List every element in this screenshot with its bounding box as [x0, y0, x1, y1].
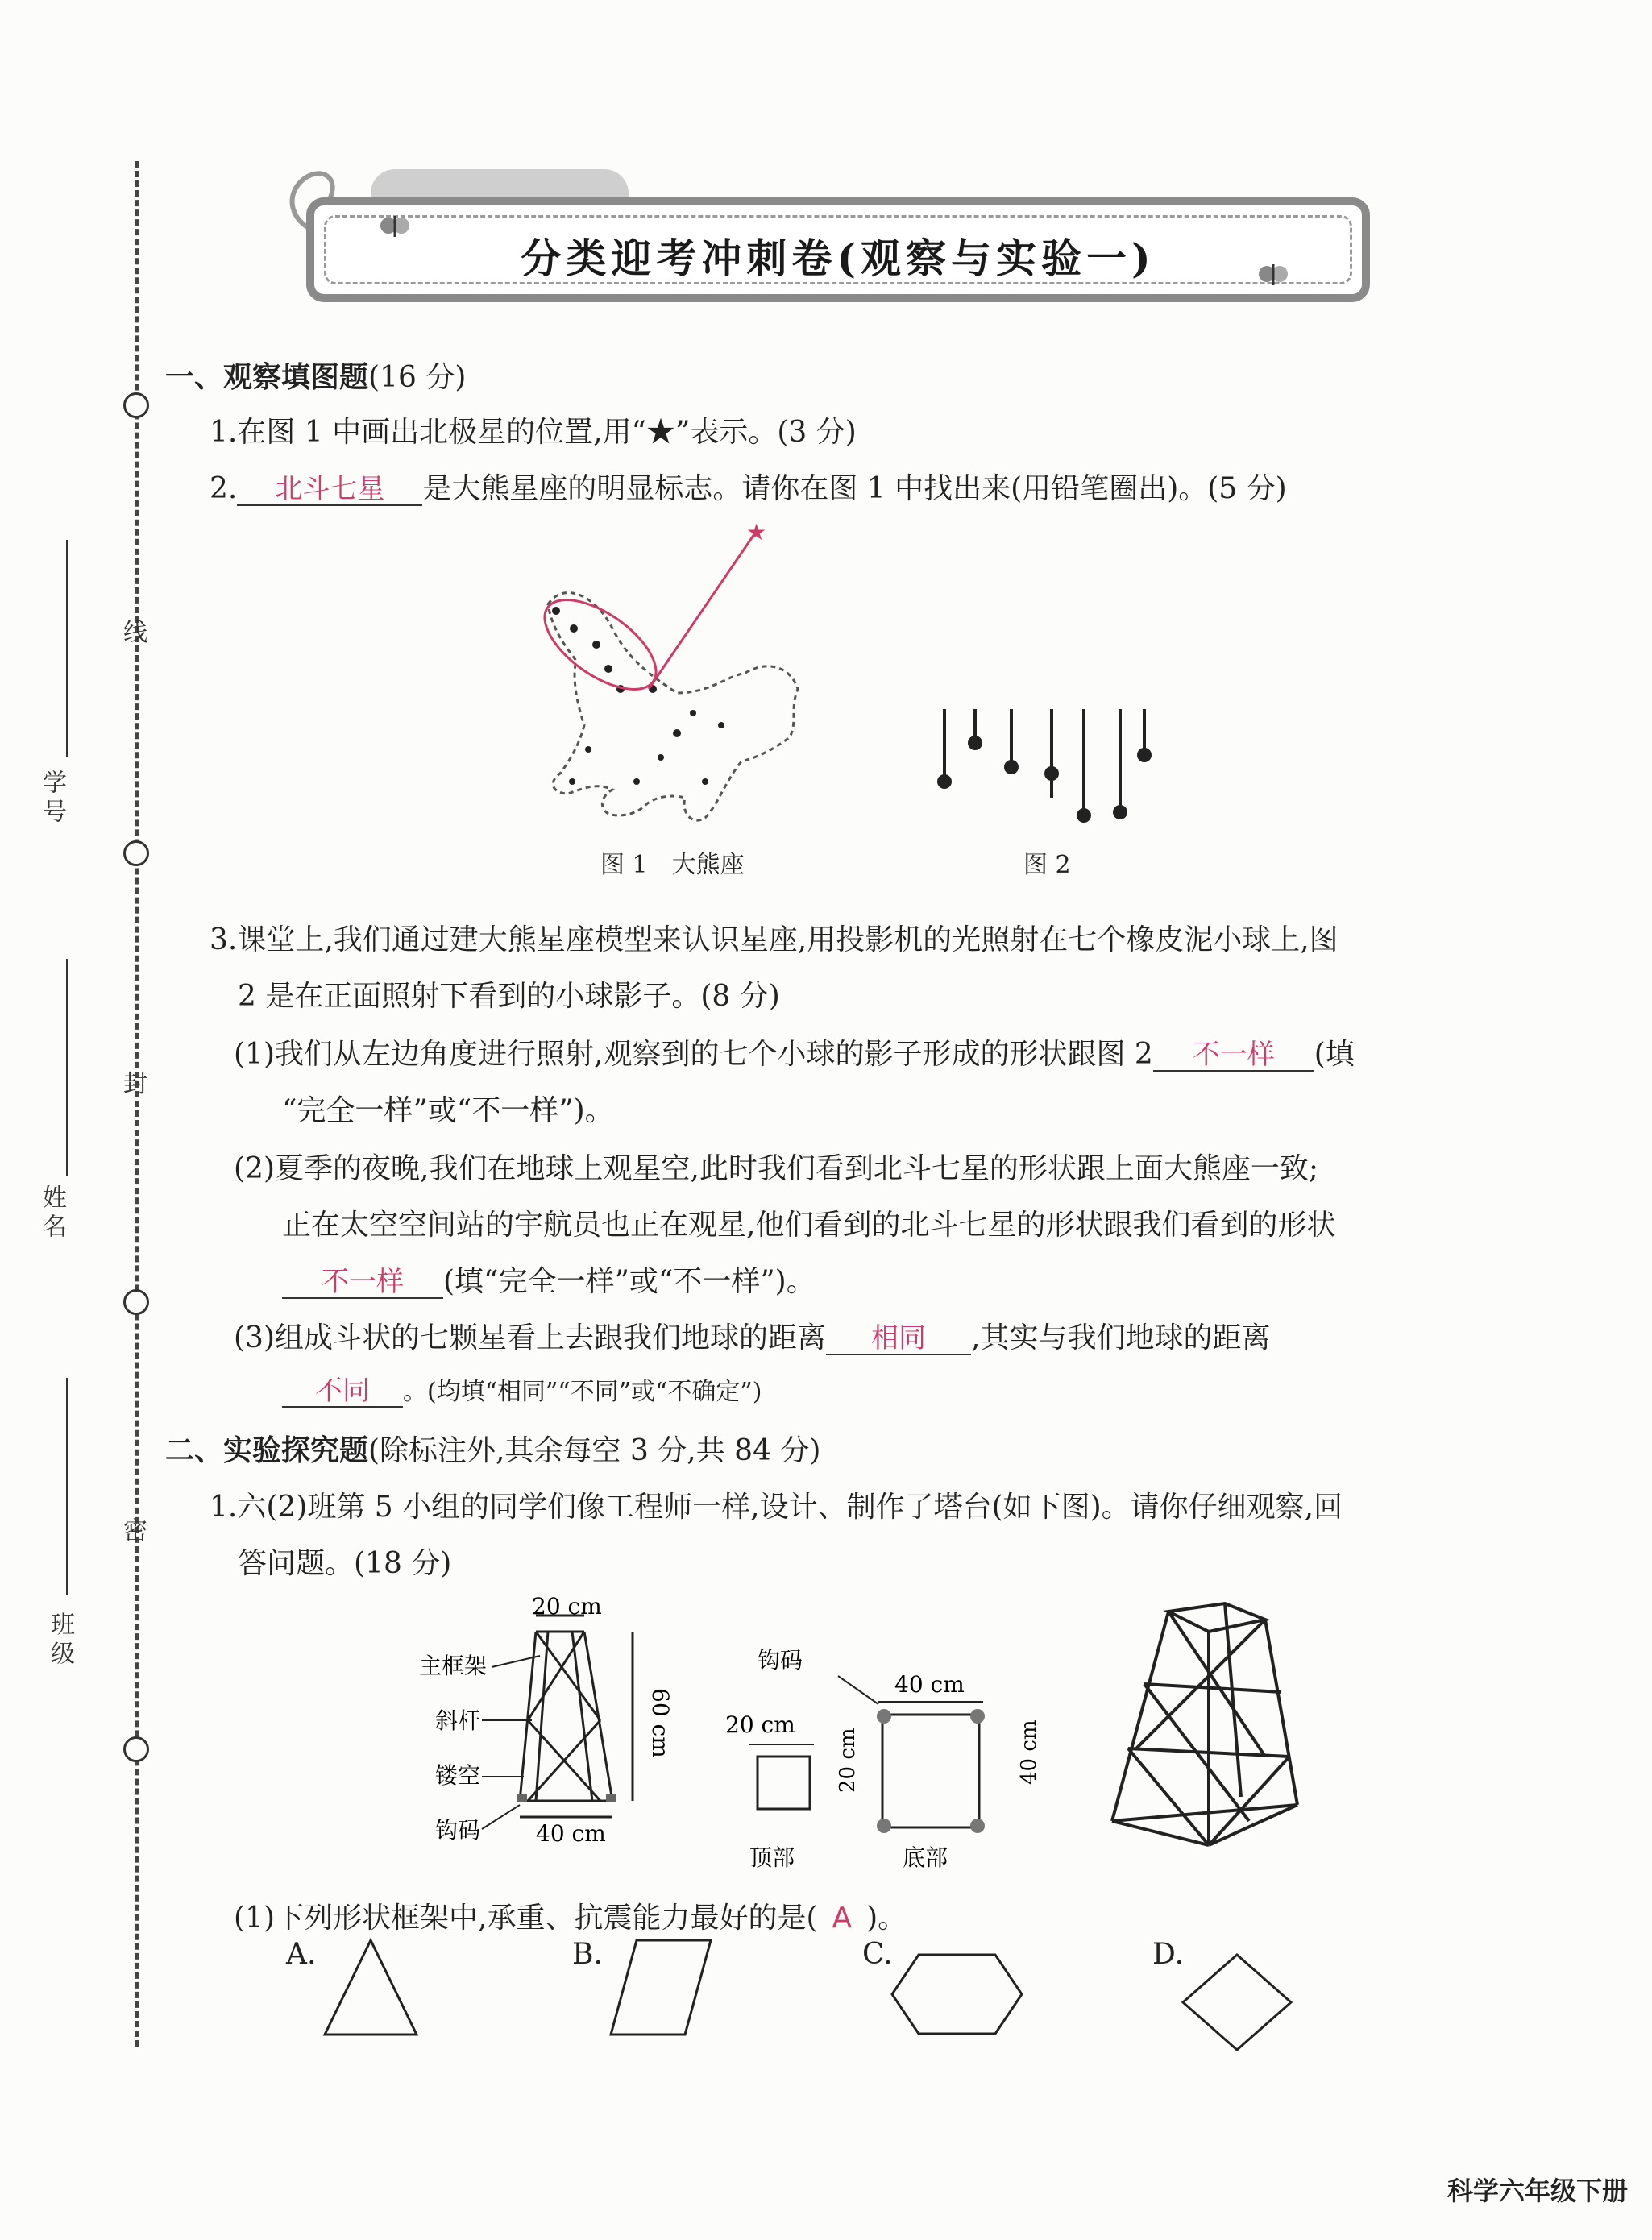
- title-banner: [306, 197, 1370, 302]
- class-line[interactable]: [66, 1378, 68, 1595]
- label-main-frame: 主框架: [419, 1653, 488, 1679]
- tower-3d-sketch: [1104, 1587, 1330, 1861]
- option-b-label[interactable]: B.: [572, 1938, 603, 1971]
- q2-answer-blank[interactable]: 北斗七星: [237, 475, 422, 506]
- s1-q3-2-line2: 正在太空空间站的宇航员也正在观星,他们看到的北斗七星的形状跟我们看到的形状: [282, 1209, 1336, 1242]
- butterfly-icon: [1249, 258, 1297, 290]
- label-diagonal: 斜杆: [435, 1707, 481, 1734]
- option-a-label[interactable]: A.: [286, 1938, 317, 1971]
- binding-hole: [123, 1736, 149, 1762]
- binding-dashed-line: [135, 161, 139, 2047]
- q3-3-answer2-blank[interactable]: 不同: [282, 1377, 403, 1408]
- plan-top-height: 20 cm: [836, 1728, 860, 1793]
- butterfly-icon: [371, 209, 419, 242]
- plan-bottom-width: 40 cm: [894, 1671, 965, 1698]
- tower-side-diagram: [419, 1593, 677, 1857]
- binding-hole: [123, 392, 149, 418]
- s1-q3-1: (1)我们从左边角度进行照射,观察到的七个小球的影子形成的形状跟图 2 不一样 (填: [234, 1038, 1355, 1071]
- s2-q1-1: (1)下列形状框架中,承重、抗震能力最好的是( A )。: [234, 1902, 907, 1935]
- tower-bottom-width: 40 cm: [536, 1820, 606, 1847]
- s1-q3-3: (3)组成斗状的七颗星看上去跟我们地球的距离 相同 ,其实与我们地球的距离: [234, 1321, 1271, 1354]
- side-word-xian: 线: [123, 619, 147, 647]
- polaris-star-icon: ★: [746, 519, 767, 545]
- binding-hole: [123, 1289, 149, 1315]
- q1-1-answer[interactable]: A: [832, 1902, 853, 1935]
- section2-heading: 二、实验探究题(除标注外,其余每空 3 分,共 84 分): [165, 1433, 821, 1467]
- plan-bottom-height: 40 cm: [1017, 1719, 1041, 1785]
- option-a-triangle-shape[interactable]: [318, 1934, 423, 2043]
- binding-hole: [123, 840, 149, 866]
- s1-q2: 2. 北斗七星 是大熊星座的明显标志。请你在图 1 中找出来(用铅笔圈出)。(5 分): [210, 472, 1287, 505]
- footer-book-title: 科学六年级下册: [1447, 2176, 1628, 2206]
- q3-3-answer1-blank[interactable]: 相同: [826, 1325, 971, 1355]
- figure1-ursa-major: [532, 516, 838, 838]
- s1-q3-2-line3: 不一样 (填“完全一样”或“不一样”)。: [282, 1259, 816, 1300]
- section1-heading: 一、观察填图题(16 分): [165, 360, 467, 394]
- class-label: 班级: [46, 1612, 74, 1670]
- plan-top-width: 20 cm: [725, 1711, 795, 1738]
- s2-q1-line2: 答问题。(18 分): [238, 1547, 452, 1580]
- plan-top-caption: 顶部: [749, 1844, 795, 1871]
- side-word-mi: 密: [123, 1517, 147, 1545]
- q3-1-answer-blank[interactable]: 不一样: [1153, 1041, 1314, 1072]
- s1-q3-3-line2: 不同 。(均填“相同”“不同”或“不确定”): [282, 1371, 762, 1408]
- s1-q1: 1.在图 1 中画出北极星的位置,用“★”表示。(3 分): [210, 416, 857, 449]
- option-d-rhombus-shape[interactable]: [1177, 1950, 1297, 2055]
- name-label: 姓名: [38, 1184, 66, 1242]
- tower-plan-diagram: [725, 1644, 1041, 1877]
- s1-q3-line2: 2 是在正面照射下看到的小球影子。(8 分): [238, 980, 780, 1013]
- s1-q3-1-line2: “完全一样”或“不一样”)。: [282, 1094, 614, 1127]
- option-c-label[interactable]: C.: [862, 1938, 893, 1971]
- tower-height: 60 cm: [647, 1688, 674, 1758]
- option-c-hexagon-shape[interactable]: [886, 1950, 1027, 2039]
- option-d-label[interactable]: D.: [1152, 1938, 1185, 1971]
- figure1-caption: 图 1 大熊座: [600, 851, 745, 879]
- plan-label-weight: 钩码: [758, 1647, 803, 1674]
- page-title: 分类迎考冲刺卷(观察与实验一): [521, 234, 1156, 282]
- s2-q1-line1: 1.六(2)班第 5 小组的同学们像工程师一样,设计、制作了塔台(如下图)。请你仔细观察,回: [210, 1491, 1343, 1524]
- student-id-line[interactable]: [66, 540, 68, 757]
- side-word-feng: 封: [123, 1070, 147, 1098]
- tower-top-width: 20 cm: [532, 1593, 602, 1620]
- s1-q3-2-line1: (2)夏季的夜晚,我们在地球上观星空,此时我们看到北斗七星的形状跟上面大熊座一致;: [234, 1152, 1319, 1185]
- s1-q3-line1: 3.课堂上,我们通过建大熊星座模型来认识星座,用投影机的光照射在七个橡皮泥小球上,图: [210, 923, 1339, 956]
- pointer-line: [649, 532, 756, 689]
- label-weight: 钩码: [435, 1817, 481, 1844]
- q3-2-answer-blank[interactable]: 不一样: [282, 1268, 443, 1299]
- student-id-label: 学号: [38, 769, 66, 828]
- option-b-parallelogram-shape[interactable]: [604, 1934, 717, 2043]
- figure2-caption: 图 2: [1023, 851, 1071, 879]
- label-hollow: 镂空: [435, 1762, 481, 1789]
- figure2-shadows: [927, 701, 1168, 830]
- plan-bottom-caption: 底部: [903, 1844, 948, 1871]
- name-line[interactable]: [66, 959, 68, 1176]
